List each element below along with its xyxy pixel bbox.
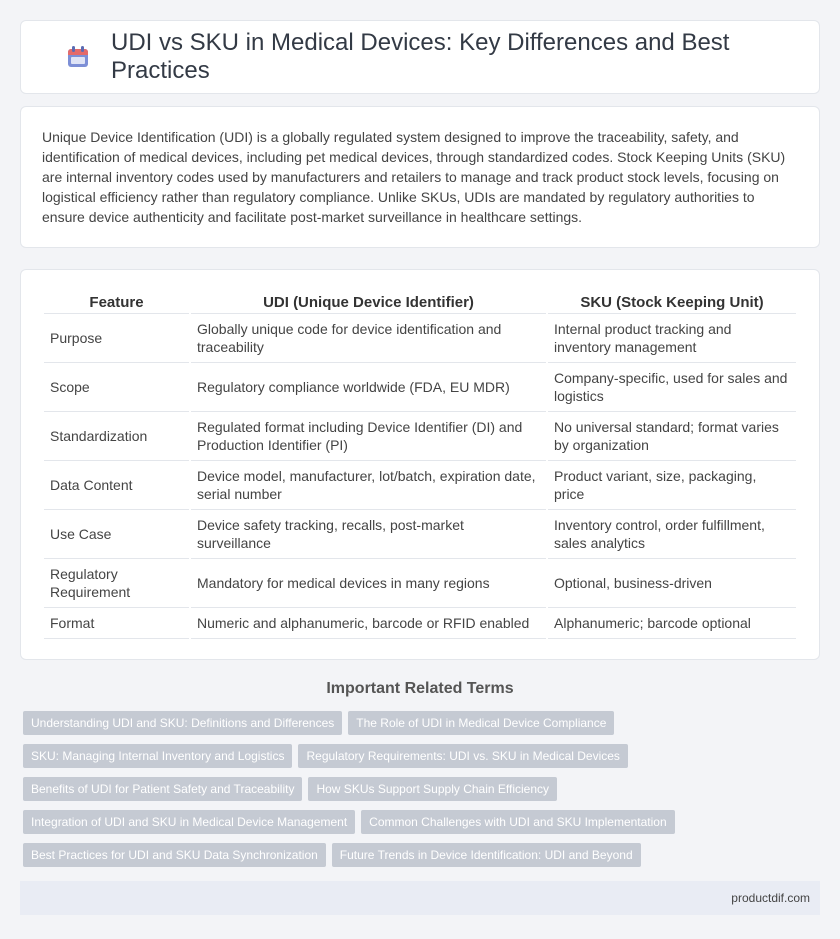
calendar-icon [65, 44, 91, 70]
cell-feature: Purpose [44, 314, 189, 363]
cell-sku: Company-specific, used for sales and logistics [548, 363, 796, 412]
related-term-tag[interactable]: How SKUs Support Supply Chain Efficiency [308, 777, 557, 801]
cell-sku: Alphanumeric; barcode optional [548, 608, 796, 639]
cell-feature: Regulatory Requirement [44, 559, 189, 608]
cell-udi: Mandatory for medical devices in many regions [191, 559, 546, 608]
related-term-tag[interactable]: SKU: Managing Internal Inventory and Logistics [23, 744, 292, 768]
header-feature: Feature [44, 290, 189, 314]
comparison-table [42, 290, 798, 639]
cell-sku: Inventory control, order fulfillment, sales analytics [548, 510, 796, 559]
related-term-tag[interactable]: Benefits of UDI for Patient Safety and Traceability [23, 777, 302, 801]
related-term-tag[interactable]: Understanding UDI and SKU: Definitions and Differences [23, 711, 342, 735]
cell-udi: Globally unique code for device identification and traceability [191, 314, 546, 363]
comparison-table-card [20, 269, 820, 660]
related-term-tag[interactable]: The Role of UDI in Medical Device Compliance [348, 711, 614, 735]
cell-udi: Device safety tracking, recalls, post-market surveillance [191, 510, 546, 559]
cell-udi: Device model, manufacturer, lot/batch, expiration date, serial number [191, 461, 546, 510]
page-title: UDI vs SKU in Medical Devices: Key Differences and Best Practices [111, 29, 730, 84]
related-term-tag[interactable]: Integration of UDI and SKU in Medical Device Management [23, 810, 355, 834]
header-udi: UDI (Unique Device Identifier) [191, 290, 546, 314]
related-terms-list [20, 711, 820, 867]
table-row [44, 461, 796, 510]
page-footer [20, 881, 820, 915]
cell-udi: Regulated format including Device Identifier (DI) and Production Identifier (PI) [191, 412, 546, 461]
cell-feature: Data Content [44, 461, 189, 510]
cell-sku: No universal standard; format varies by organization [548, 412, 796, 461]
related-term-tag[interactable]: Regulatory Requirements: UDI vs. SKU in Medical Devices [298, 744, 627, 768]
table-row [44, 510, 796, 559]
cell-feature: Standardization [44, 412, 189, 461]
cell-sku: Product variant, size, packaging, price [548, 461, 796, 510]
cell-sku: Internal product tracking and inventory management [548, 314, 796, 363]
table-row [44, 608, 796, 639]
footer-site-link[interactable]: productdif.com [731, 891, 810, 905]
table-row [44, 363, 796, 412]
cell-sku: Optional, business-driven [548, 559, 796, 608]
cell-feature: Format [44, 608, 189, 639]
cell-udi: Numeric and alphanumeric, barcode or RFID enabled [191, 608, 546, 639]
cell-feature: Scope [44, 363, 189, 412]
page-header [20, 20, 820, 94]
intro-section [20, 106, 820, 248]
related-term-tag[interactable]: Future Trends in Device Identification: UDI and Beyond [332, 843, 641, 867]
cell-feature: Use Case [44, 510, 189, 559]
table-row [44, 314, 796, 363]
header-sku: SKU (Stock Keeping Unit) [548, 290, 796, 314]
table-header-row [44, 290, 796, 314]
table-row [44, 559, 796, 608]
cell-udi: Regulatory compliance worldwide (FDA, EU MDR) [191, 363, 546, 412]
intro-paragraph: Unique Device Identification (UDI) is a globally regulated system designed to improve the traceability, safety, and identification of medical devices, including pet medical devices, through standardized codes. Stock Keeping Units (SKU) are internal inventory codes used by manufacturers and retailers to manage and track product stock levels, focusing on logistical efficiency rather than regulatory compliance. Unlike SKUs, UDIs are mandated by regulatory authorities to ensure device authenticity and facilitate post-market surveillance in healthcare settings. [42, 129, 786, 225]
table-row [44, 412, 796, 461]
related-term-tag[interactable]: Best Practices for UDI and SKU Data Synchronization [23, 843, 326, 867]
related-terms-title: Important Related Terms [326, 680, 514, 697]
related-term-tag[interactable]: Common Challenges with UDI and SKU Implementation [361, 810, 674, 834]
